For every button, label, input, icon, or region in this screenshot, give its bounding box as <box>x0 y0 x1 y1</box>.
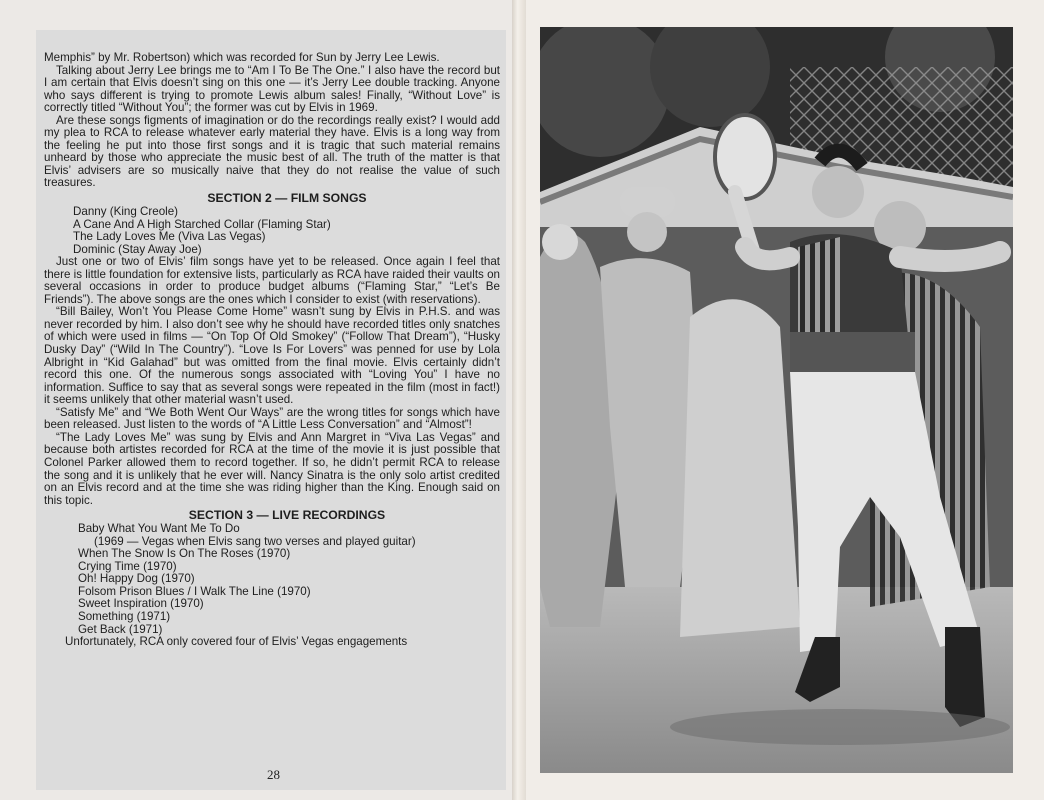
film-still-photo <box>540 27 1013 773</box>
film-song-item: The Lady Loves Me (Viva Las Vegas) <box>73 230 266 244</box>
paragraph: Talking about Jerry Lee brings me to “Am I To Be The One.” I also have the record but I am certain that Elvis doesn’t sing on this one — it’s Jerry Lee double tracking. Anyone who says different is trying to promote Lewis album sales! Finally, “Without Love” is correctly titled “Without You”; the former was cut by Elvis in 1969. <box>44 63 500 115</box>
paragraph: “The Lady Loves Me” was sung by Elvis and Ann Margret in “Viva Las Vegas” and because both artistes recorded for RCA at the time of the movie it is just possible that Colonel Parker allowed them to record together. If so, he didn’t permit RCA to release the song and it is unlikely that he ever will. Nancy Sinatra is the only solo artist credited on an Elvis record and at the time she was riding higher than the King. Enough said on this topic. <box>44 430 500 507</box>
film-song-item: Danny (King Creole) <box>73 205 179 219</box>
film-song-item: A Cane And A High Starched Collar (Flaming Star) <box>73 217 331 231</box>
live-song-item: When The Snow Is On The Roses (1970) <box>78 547 291 561</box>
live-song-item: Something (1971) <box>78 609 171 623</box>
photo-illustration <box>540 27 1013 773</box>
paragraph: Memphis” by Mr. Robertson) which was recorded for Sun by Jerry Lee Lewis. <box>44 51 440 64</box>
live-song-item: Baby What You Want Me To Do <box>78 522 240 536</box>
live-song-item: Sweet Inspiration (1970) <box>78 597 204 611</box>
film-song-item: Dominic (Stay Away Joe) <box>73 242 202 256</box>
live-song-item: Get Back (1971) <box>78 622 163 636</box>
live-song-note: (1969 — Vegas when Elvis sang two verses and played guitar) <box>94 534 416 548</box>
live-song-item: Oh! Happy Dog (1970) <box>78 572 195 586</box>
book-gutter <box>512 0 526 800</box>
live-song-item: Folsom Prison Blues / I Walk The Line (1970) <box>78 584 311 598</box>
paragraph: “Bill Bailey, Won’t You Please Come Home” wasn’t sung by Elvis in P.H.S. and was never recorded by him. I also don’t see why he should have recorded titles only snatches of which were used in films — “On Top Of Old Smokey” (“Follow That Dream”), “Husky Dusky Day” (“Wild In The Country”). “Love Is For Lovers” was penned for use by Lola Albright in “Kid Galahad” but was omitted from the final movie. Elvis certainly didn’t record this one. Of the numerous songs associated with “Loving You” I have no information. Suffice to say that as several songs were repeated in the film (most in fact!) it seems unlikely that other material wasn’t used. <box>44 305 500 407</box>
article-text <box>44 52 500 649</box>
paragraph: Are these songs figments of imagination or do the recordings really exist? I would add my plea to RCA to release whatever early material they have. Elvis is a long way from the feeling he put into those first songs and it is tragic that such material remains unheard by those who appreciate the music best of all. The truth of the matter is that Elvis’ advisers are so musically naive that they do not realise the value of such treasures. <box>44 113 500 190</box>
section-3-heading: SECTION 3 — LIVE RECORDINGS <box>188 508 386 523</box>
section-2-heading: SECTION 2 — FILM SONGS <box>207 191 367 206</box>
paragraph: “Satisfy Me” and “We Both Went Our Ways” are the wrong titles for songs which have been released. Just listen to the words of “A Little Less Conversation” and “Almost”! <box>44 405 500 432</box>
live-song-item: Crying Time (1970) <box>78 559 177 573</box>
paragraph: Just one or two of Elvis’ film songs have yet to be released. Once again I feel that there is little foundation for extensive lists, particularly as RCA have raided their vaults on several occasions in order to produce budget albums (“Flaming Star,” “Let’s Be Friends”). The above songs are the ones which I consider to exist (with reservations). <box>44 255 500 306</box>
page-number: 28 <box>267 767 280 782</box>
paragraph: Unfortunately, RCA only covered four of Elvis’ Vegas engagements <box>65 635 408 649</box>
